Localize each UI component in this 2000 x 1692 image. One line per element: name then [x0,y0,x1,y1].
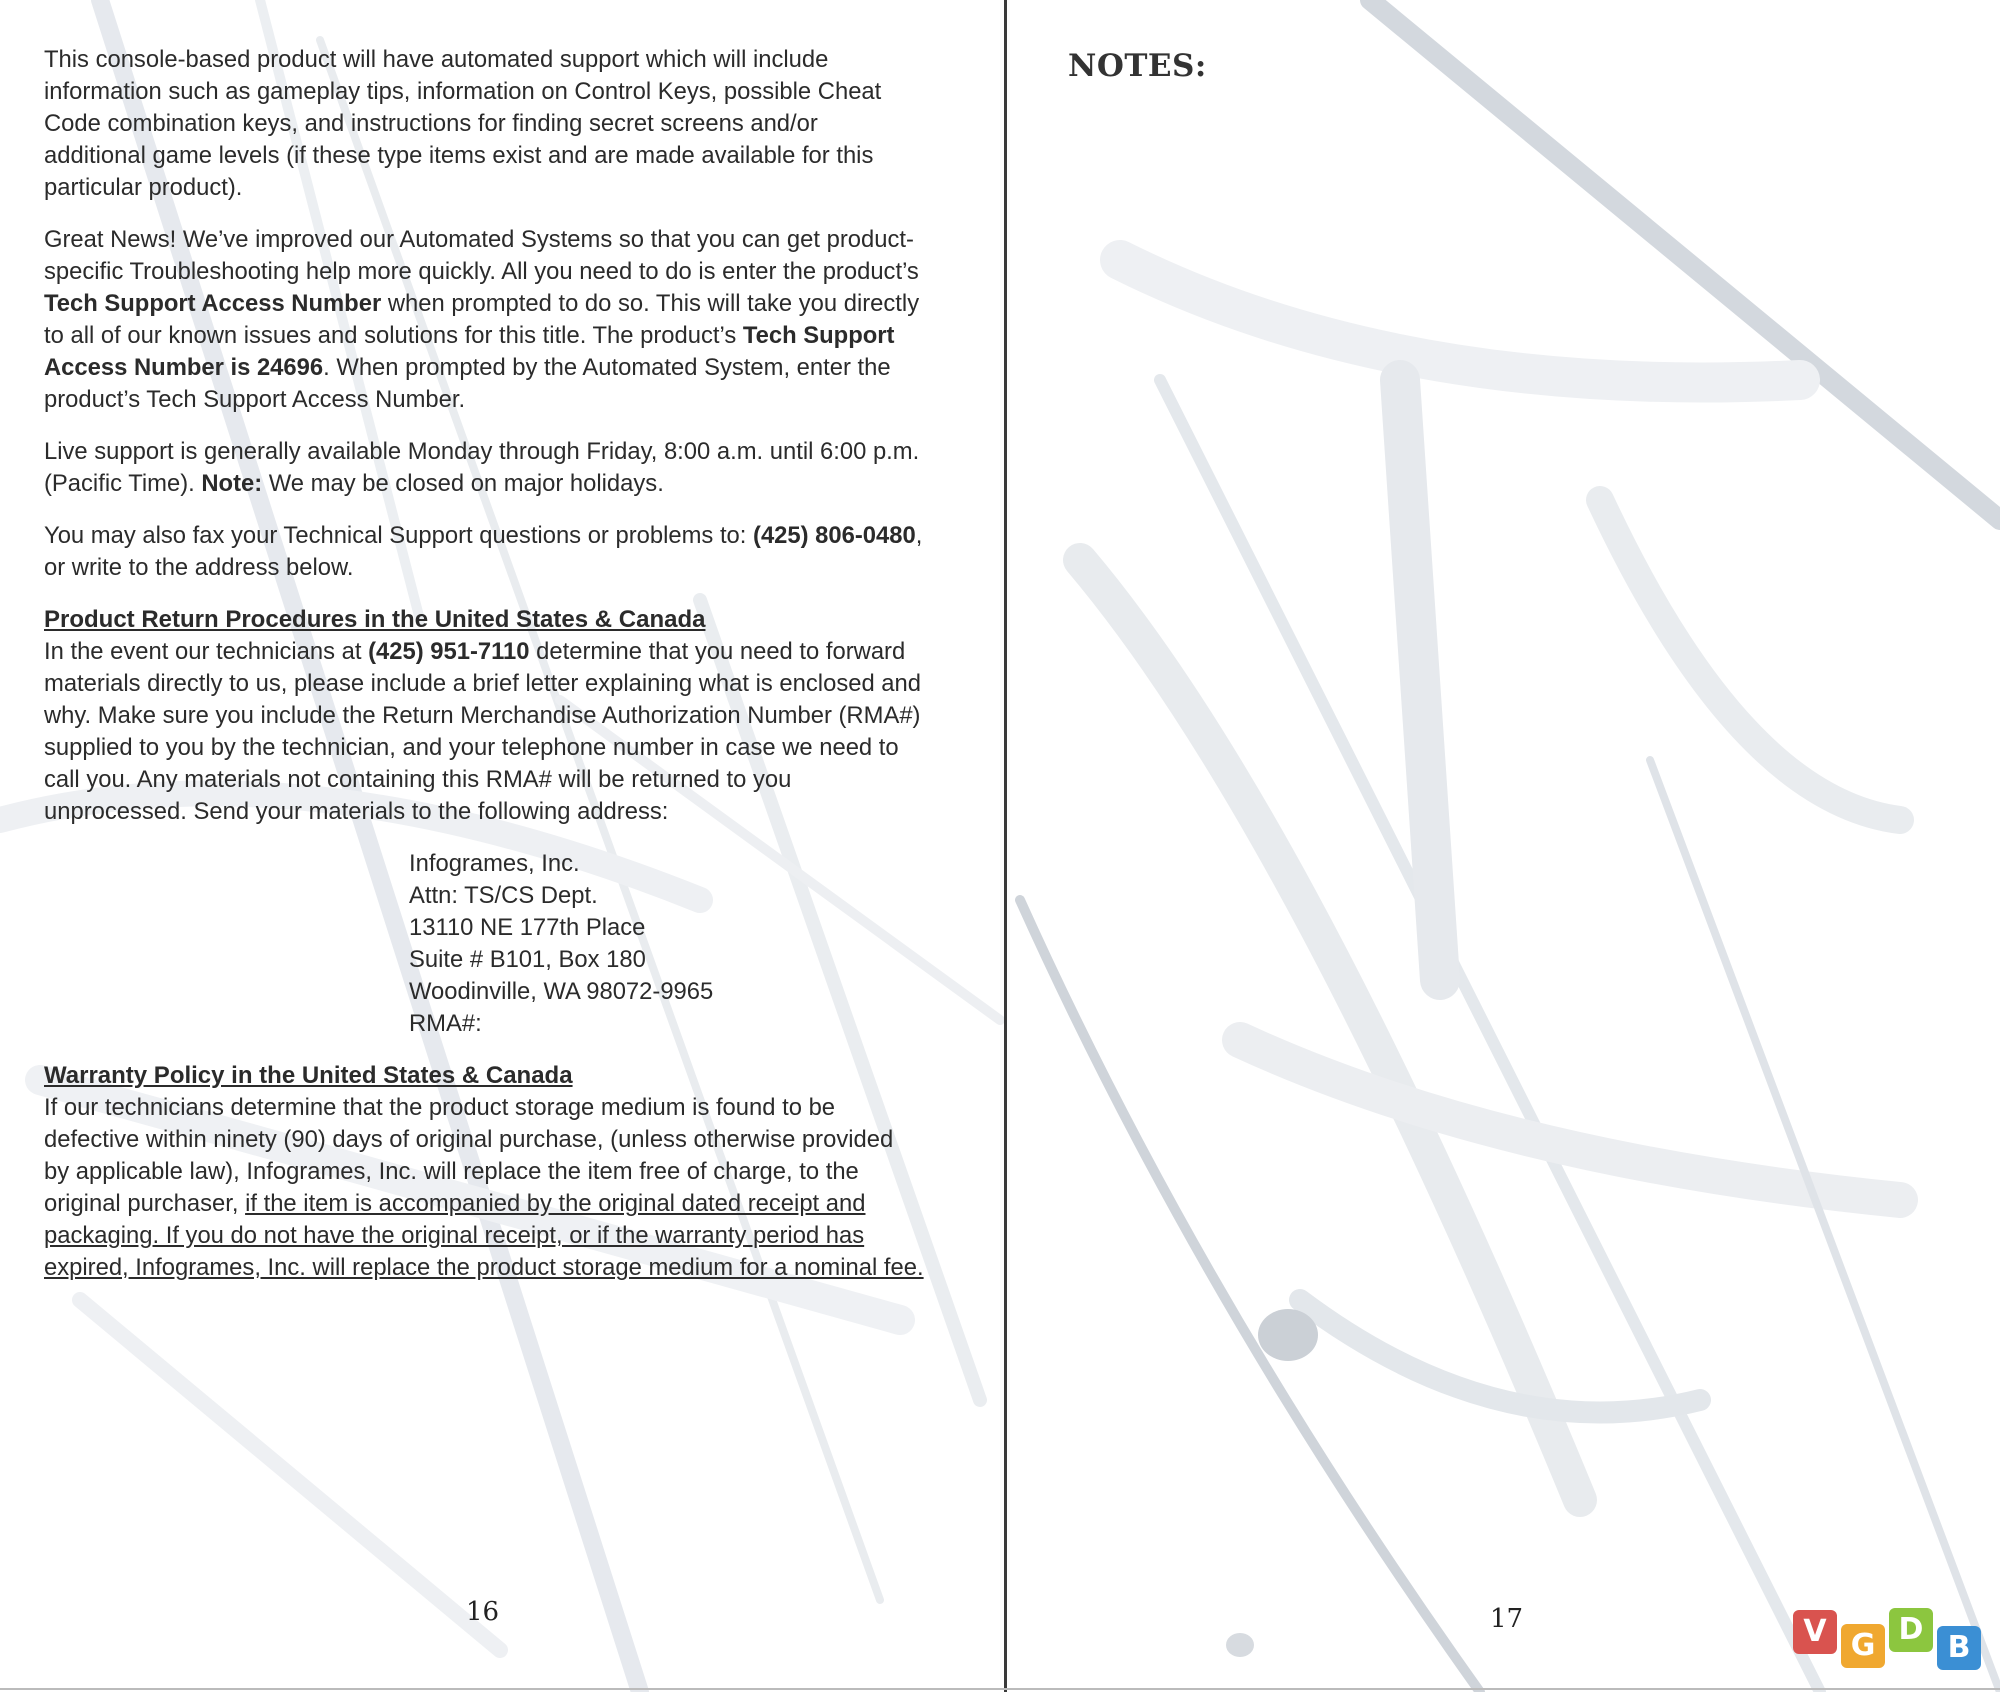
page-number-right: 17 [1490,1604,1524,1634]
returns-paragraph: In the event our technicians at (425) 951-7110 determine that you need to forward materials directly to us, please include a brief letter explaining what is enclosed and why. Make sure you include the Return Merchandise Authorization Number (RMA#) supplied to you by the technician, and your telephone number in case we need to call you. Any materials not containing this RMA# will be returned to you unprocessed. Send your materials to the following address: [44,638,921,825]
logo-letter-v: V [1793,1610,1837,1654]
returns-heading: Product Return Procedures in the United States & Canada [44,606,706,633]
vgdb-watermark-logo [1793,1606,1983,1680]
address-line: Woodinville, WA 98072-9965 [409,978,714,1005]
page-number-left: 16 [466,1597,500,1627]
mailing-address [409,848,924,1040]
logo-letter-b: B [1937,1626,1981,1670]
book-spine [1004,0,1007,1692]
support-intro-paragraph: This console-based product will have automated support which will include information such as gameplay tips, information on Control Keys, possible Cheat Code combination keys, and instructions for finding secret screens and/or additional game levels (if these type items exist and are made available for this particular product). [44,46,882,201]
logo-letter-g: G [1841,1624,1885,1668]
address-line: 13110 NE 177th Place [409,914,646,941]
live-support-paragraph: Live support is generally available Monday through Friday, 8:00 a.m. until 6:00 p.m. (Pacific Time). Note: We may be closed on major holidays. [44,438,920,497]
notes-title: NOTES: [1068,48,1207,84]
address-line: Suite # B101, Box 180 [409,946,646,973]
address-line: Attn: TS/CS Dept. [409,882,598,909]
warranty-paragraph: If our technicians determine that the product storage medium is found to be defective within ninety (90) days of original purchase, (unless otherwise provided by applicable law), Infogrames, Inc. will replace the item free of charge, to the original purchaser, if the item is accompanied by the original dated receipt and packaging. If you do not have the original receipt, or if the warranty period has expired, Infogrames, Inc. will replace the product storage medium for a nominal fee. [44,1094,924,1281]
left-page [44,44,924,1304]
fax-paragraph: You may also fax your Technical Support questions or problems to: (425) 806-0480, or write to the address below. [44,522,923,581]
address-line: RMA#: [409,1010,482,1037]
automated-systems-paragraph: Great News! We’ve improved our Automated Systems so that you can get product-specific Troubleshooting help more quickly. All you need to do is enter the product’s Tech Support Access Number when prompted to do so. This will take you directly to all of our known issues and solutions for this title. The product’s Tech Support Access Number is 24696. When prompted by the Automated System, enter the product’s Tech Support Access Number. [44,226,920,413]
logo-letter-d: D [1889,1608,1933,1652]
address-line: Infogrames, Inc. [409,850,580,877]
warranty-heading: Warranty Policy in the United States & Canada [44,1062,573,1089]
page-bottom-edge [0,1688,2000,1690]
